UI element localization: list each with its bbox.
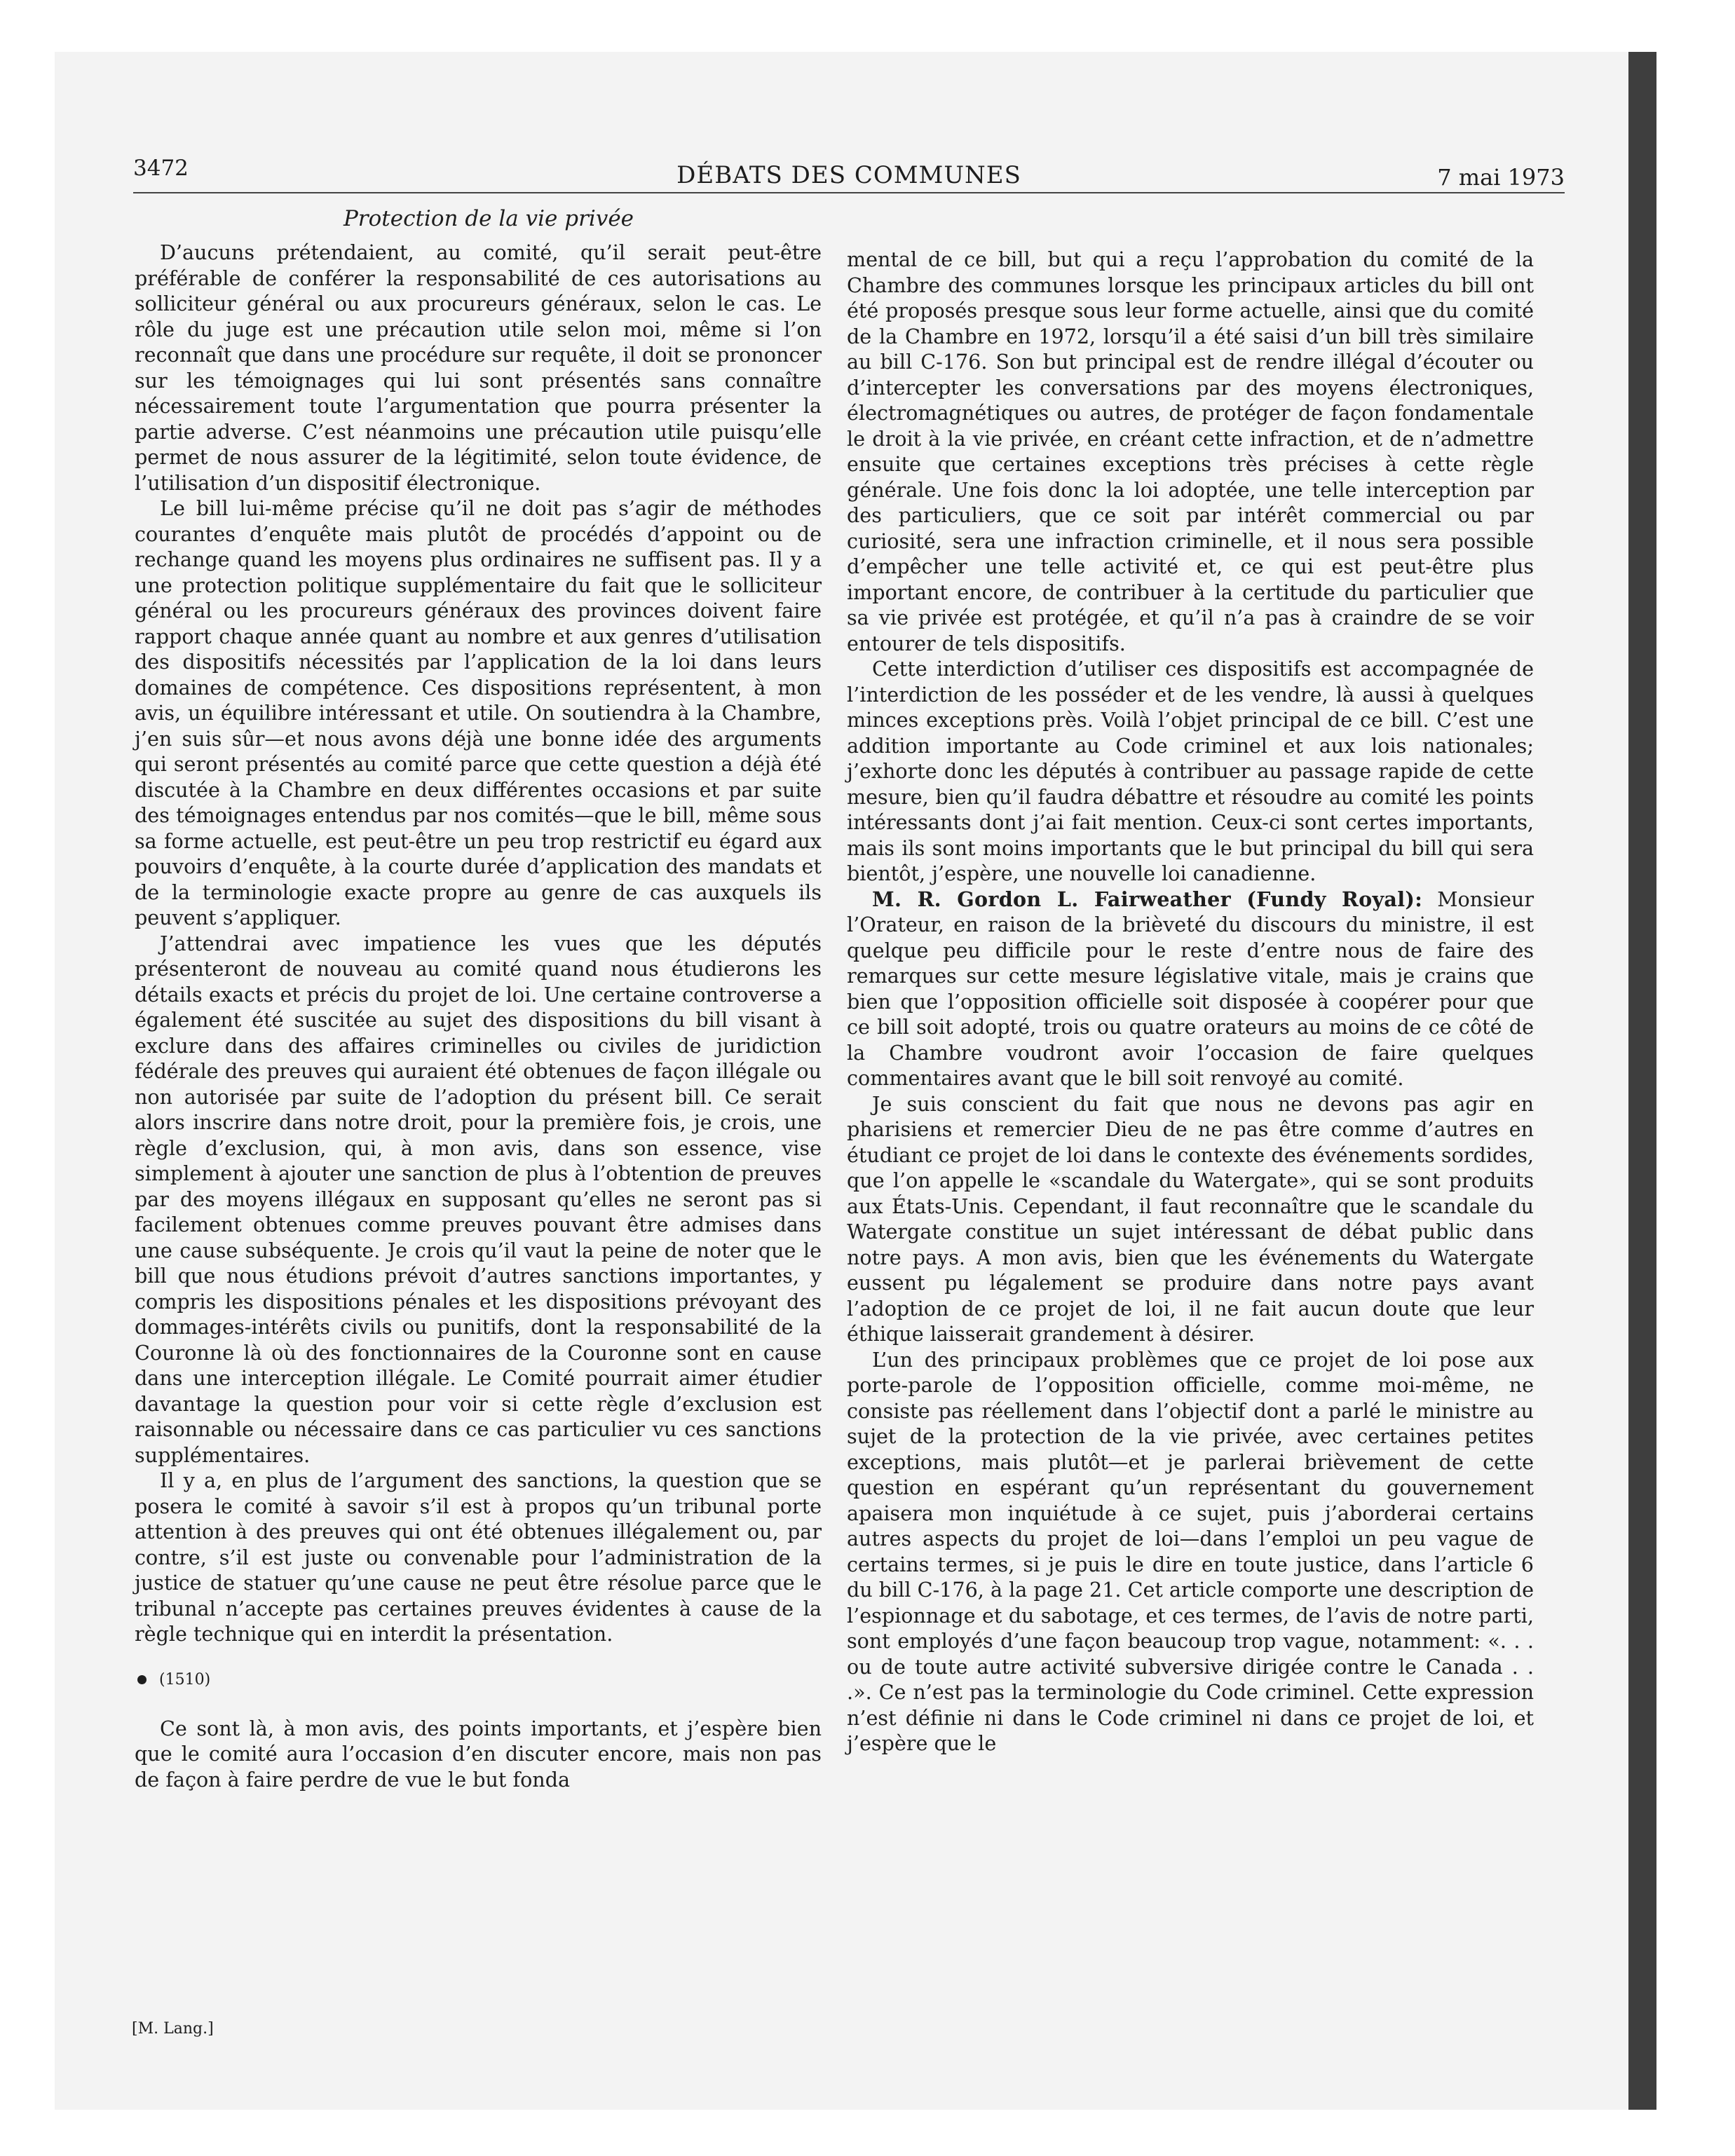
left-column — [135, 205, 822, 1792]
time-marker — [135, 1670, 822, 1691]
paragraph — [847, 887, 1534, 1091]
publication-title: DÉBATS DES COMMUNES — [676, 161, 1021, 189]
paragraph: Je suis conscient du fait que nous ne devons pas agir en pharisiens et remercier Dieu de ne pas être comme d’autres en étudiant ce projet de loi dans le contexte des événements sordides, que l’on appelle le «scandale du Watergate», qui se sont produits aux États-Unis. Cependant, il faut reconnaître que le scandale du Watergate constitue un sujet intéressant de débat public dans notre pays. A mon avis, bien que les événements du Watergate eussent pu légalement se produire dans notre pays avant l’adoption de ce projet de loi, il ne fait aucun doute que leur éthique laisserait grandement à désirer. — [847, 1091, 1534, 1346]
paragraph: Ce sont là, à mon avis, des points importants, et j’espère bien que le comité aura l’occasion d’en discuter encore, mais non pas de façon à faire perdre de vue le but fonda — [135, 1716, 822, 1792]
paragraph-text: Monsieur l’Orateur, en raison de la brièveté du discours du ministre, il est quelque peu difficile pour le reste d’entre nous de faire des remarques sur cette mesure législative vitale, mais je crains que bien que l’opposition officielle soit disposée à coopérer pour que ce bill soit adopté, trois ou quatre orateurs au moins de ce côté de la Chambre voudront avoir l’occasion de faire quelques commentaires avant que le bill soit renvoyé au comité. — [847, 887, 1534, 1090]
paragraph: Il y a, en plus de l’argument des sanctions, la question que se posera le comité à savoir s’il est à propos qu’un tribunal porte attention à des preuves qui ont été obtenues illégalement ou, par contre, s’il est juste ou convenable pour l’administration de la justice de statuer qu’une cause ne peut être résolue parce que le tribunal n’accepte pas certaines preuves évidentes à cause de la règle technique qui en interdit la présentation. — [135, 1468, 822, 1646]
section-title: Protection de la vie privée — [343, 206, 634, 231]
bullet-icon — [137, 1675, 147, 1684]
paragraph: Le bill lui-même précise qu’il ne doit pas s’agir de méthodes courantes d’enquête mais plutôt de procédés d’appoint ou de rechange quand les moyens plus ordinaires ne suffisent pas. Il y a une protection politique supplémentaire du fait que le solliciteur général ou les procureurs généraux des provinces doivent faire rapport chaque année quant au nombre et aux genres d’utilisation des dispositifs nécessités par l’application de la loi dans leurs domaines de compétence. Ces dispositions représentent, à mon avis, un équilibre intéressant et utile. On soutiendra à la Chambre, j’en suis sûr—et nous avons déjà une bonne idée des arguments qui seront présentés au comité parce que cette question a déjà été discutée à la Chambre en deux différentes occasions et par suite des témoignages entendus par nos comités—que le bill, même sous sa forme actuelle, est peut-être un peu trop restrictif eu égard aux pouvoirs d’enquête, à la courte durée d’application des mandats et de la terminologie exacte propre au genre de cas auxquels ils peuvent s’appliquer. — [135, 496, 822, 929]
paragraph: D’aucuns prétendaient, au comité, qu’il serait peut-être préférable de conférer la responsabilité de ces autorisations au solliciteur général ou aux procureurs généraux, selon le cas. Le rôle du juge est une précaution utile selon moi, même si l’on reconnaît que dans une procédure sur requête, il doit se prononcer sur les témoignages qui lui sont présentés sans connaître nécessairement toute l’argumentation que pourra présenter la partie adverse. C’est néanmoins une précaution utile puisqu’elle permet de nous assurer de la légitimité, selon toute évidence, de l’utilisation d’un dispositif électronique. — [135, 240, 822, 495]
paragraph: mental de ce bill, but qui a reçu l’approbation du comité de la Chambre des communes lorsque les principaux articles du bill ont été proposés presque sous leur forme actuelle, ainsi que du comité de la Chambre en 1972, lorsqu’il a été saisi d’un bill très similaire au bill C-176. Son but principal est de rendre illégal d’écouter ou d’intercepter les conversations par des moyens électroniques, électromagnétiques ou autres, de protéger de façon fondamentale le droit à la vie privée, en créant cette infraction, et de n’admettre ensuite que certaines exceptions très précises à cette règle générale. Une fois donc la loi adoptée, une telle interception par des particuliers, que ce soit par intérêt commercial ou par curiosité, sera une infraction criminelle, et il nous sera possible d’empêcher une telle activité et, ce qui est peut-être plus important encore, de contribuer à la certitude du particulier que sa vie privée est protégée, et qu’il n’a pas à craindre de se voir entourer de tels dispositifs. — [847, 247, 1534, 655]
speaker-attribution: [M. Lang.] — [132, 2020, 214, 2038]
paragraph: J’attendrai avec impatience les vues que les députés présenteront de nouveau au comité quand nous étudierons les détails exacts et précis du projet de loi. Une certaine controverse a également été suscitée au sujet des dispositions du bill visant à exclure dans des affaires criminelles ou civiles de juridiction fédérale des preuves qui auraient été obtenues de façon illégale ou non autorisée par suite de l’adoption du présent bill. Ce serait alors inscrire dans notre droit, pour la première fois, je crois, une règle d’exclusion, qui, à mon avis, dans son essence, vise simplement à ajouter une sanction de plus à l’obtention de preuves par des moyens illégaux en supposant qu’elles ne seront pas si facilement obtenues comme preuves pouvant être admises dans une cause subséquente. Je crois qu’il vaut la peine de noter que le bill que nous étudions prévoit d’autres sanctions importantes, y compris les dispositions pénales et les dispositions prévoyant des dommages-intérêts civils ou punitifs, dont la responsabilité de la Couronne là où des fonctionnaires de la Couronne sont en cause dans une interception illégale. Le Comité pourrait aimer étudier davantage la question pour voir si cette règle d’exclusion est raisonnable ou nécessaire dans ce cas particulier vu ces sanctions supplémentaires. — [135, 931, 822, 1467]
paragraph: Cette interdiction d’utiliser ces dispositifs est accompagnée de l’interdiction de les posséder et de les vendre, là aussi à quelques minces exceptions près. Voilà l’objet principal de ce bill. C’est une addition importante au Code criminel et aux lois nationales; j’exhorte donc les députés à contribuer au passage rapide de cette mesure, bien qu’il faudra débattre et résoudre au comité les points intéressants dont j’ai fait mention. Ceux-ci sont certes importants, mais ils sont moins importants que le but principal du bill qui sera bientôt, j’espère, une nouvelle loi canadienne. — [847, 657, 1534, 885]
right-column — [847, 247, 1534, 1756]
publication-date: 7 mai 1973 — [1437, 164, 1565, 191]
page-header — [133, 156, 1565, 193]
page-number: 3472 — [133, 156, 189, 181]
scan-edge-bar — [1628, 52, 1656, 2110]
time-marker-text: (1510) — [159, 1670, 211, 1688]
speaker-name: M. R. Gordon L. Fairweather (Fundy Royal): — [872, 887, 1423, 911]
paragraph: L’un des principaux problèmes que ce projet de loi pose aux porte-parole de l’opposition officielle, comme moi-même, ne consiste pas réellement dans l’objectif dont a parlé le ministre au sujet de la protection de la vie privée, avec certaines petites exceptions, mais plutôt—et je parlerai brièvement de cette question en espérant qu’un représentant du gouvernement apaisera mon inquiétude à ce sujet, puis j’aborderai certains autres aspects du projet de loi—dans l’emploi un peu vague de certains termes, si je puis le dire en toute justice, dans l’article 6 du bill C-176, à la page 21. Cet article comporte une description de l’espionnage et du sabotage, et ces termes, de l’avis de notre parti, sont employés d’une façon beaucoup trop vague, notamment: «. . . ou de toute autre activité subversive dirigée contre le Canada . . .». Ce n’est pas la terminologie du Code criminel. Cette expression n’est définie ni dans le Code criminel ni dans ce projet de loi, et j’espère que le — [847, 1347, 1534, 1755]
